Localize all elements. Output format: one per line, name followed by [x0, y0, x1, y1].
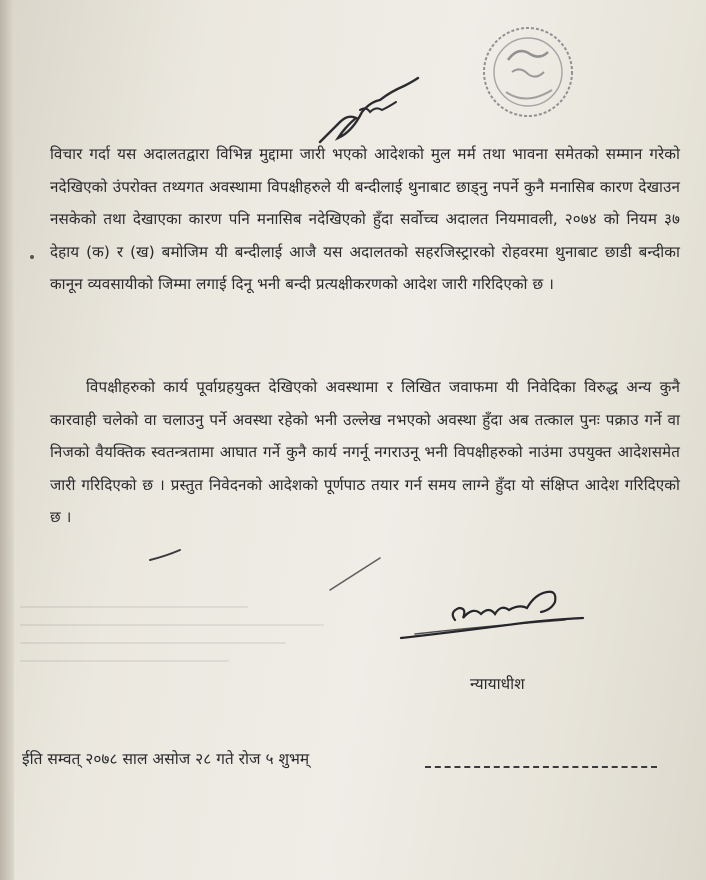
footer-date-line: ईति सम्वत् २०७८ साल असोज २८ गते रोज ५ शुभम् — [22, 750, 310, 768]
order-paragraph-1: विचार गर्दा यस अदालतद्वारा विभिन्न मुद्दामा जारी भएको आदेशको मुल मर्म तथा भावना समेतको सम्मान गरेको नदेखिएको उंपरोक्त तथ्यगत अवस्थामा विपक्षीहरुले यी बन्दीलाई थुनाबाट छाड्नु नपर्ने कुनै मनासिब कारण देखाउन नसकेको तथा देखाएका कारण पनि मनासिब नदेखिएको हुँदा सर्वोच्च अदालत नियमावली, २०७४ को नियम ३७ देहाय (क) र (ख) बमोजिम यी बन्दीलाई आजै यस अदालतको सहरजिस्ट्रारको रोहवरमा थुनाबाट छाडी बन्दीका कानून व्यवसायीको जिम्मा लगाई दिनू भनी बन्दी प्रत्यक्षीकरणको आदेश जारी गरिदिएको छ । — [50, 145, 680, 294]
court-seal-stamp — [478, 22, 578, 122]
page-edge-shadow — [0, 0, 14, 880]
pen-stroke-mark — [140, 520, 400, 610]
margin-dot — [30, 255, 34, 259]
footer-dashed-line — [425, 766, 657, 768]
judge-signature — [395, 580, 590, 650]
order-paragraph-2: विपक्षीहरुको कार्य पूर्वाग्रहयुक्त देखिएको अवस्थामा र लिखित जवाफमा यी निवेदिका विरुद्ध अन्य कुनै कारवाही चलेको वा चलाउनु पर्ने अवस्था रहेको भनी उल्लेख नभएको अवस्था हुँदा अब तत्काल पुनः पक्राउ गर्ने वा निजको वैयक्तिक स्वतन्त्रतामा आघात गर्ने कुनै कार्य नगर्नू नगराउनू भनी विपक्षीहरुको नाउंमा उपयुक्त आदेशसमेत जारी गरिदिएको छ । प्रस्तुत निवेदनको आदेशको पूर्णपाठ तयार गर्न समय लाग्ने हुँदा यो संक्षिप्त आदेश गरिदिएको छ । — [50, 378, 680, 527]
signer-title: न्यायाधीश — [470, 675, 525, 693]
